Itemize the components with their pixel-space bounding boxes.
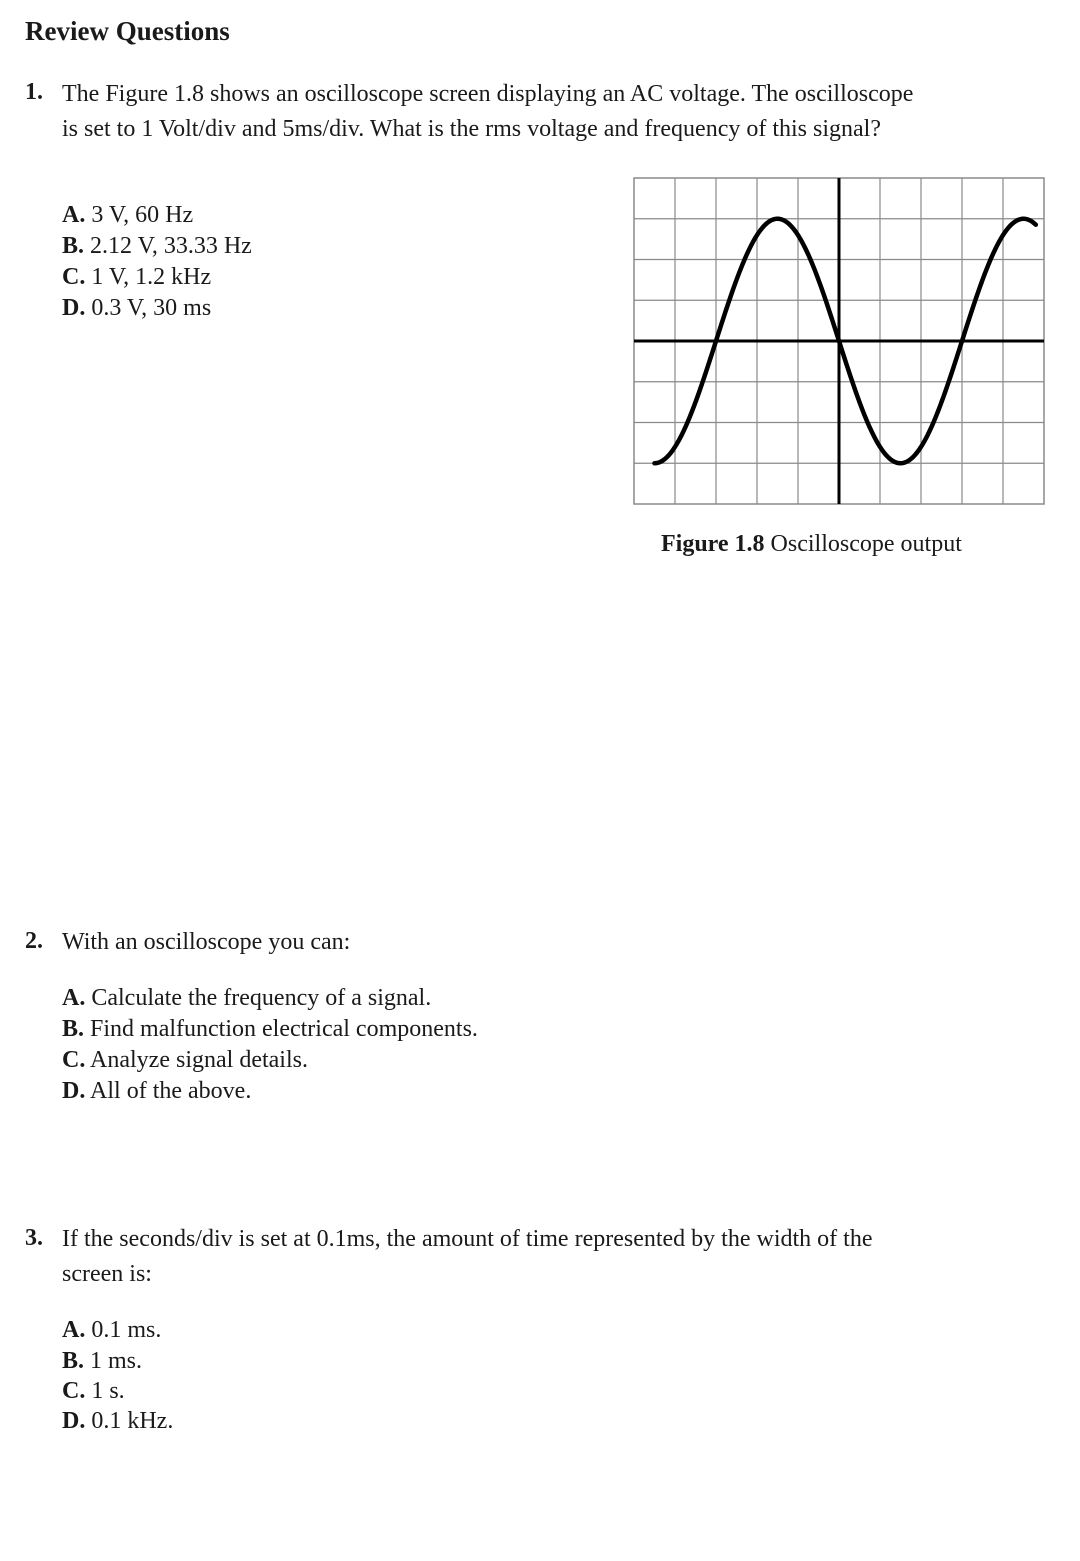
option-letter: A.	[62, 1317, 86, 1343]
option-letter: D.	[62, 1078, 86, 1104]
question-1-text-line2: is set to 1 Volt/div and 5ms/div. What is the rms voltage and frequency of this signal?	[62, 116, 881, 142]
question-3-option-b[interactable]	[62, 1346, 142, 1376]
option-letter: B.	[62, 1348, 85, 1374]
option-text: 0.3 V, 30 ms	[91, 295, 212, 321]
figure-caption-text: Oscilloscope output	[764, 531, 962, 557]
option-letter: C.	[62, 1378, 86, 1404]
option-text: 0.1 ms.	[91, 1317, 162, 1343]
question-3-text-line1: If the seconds/div is set at 0.1ms, the amount of time represented by the width of the	[62, 1226, 873, 1252]
question-3-option-a[interactable]	[62, 1315, 161, 1345]
question-1-option-a[interactable]	[62, 200, 193, 230]
question-3-text-line2: screen is:	[62, 1261, 152, 1287]
figure-caption	[661, 531, 962, 558]
question-2-option-a[interactable]	[62, 983, 431, 1013]
option-letter: C.	[62, 264, 86, 290]
option-text: All of the above.	[90, 1078, 252, 1104]
question-3-option-d[interactable]	[62, 1406, 173, 1436]
question-2-number: 2.	[25, 928, 43, 954]
option-letter: A.	[62, 985, 86, 1011]
question-2-option-b[interactable]	[62, 1014, 478, 1044]
question-3-text	[62, 1222, 872, 1292]
option-letter: C.	[62, 1047, 86, 1073]
question-2-text: With an oscilloscope you can:	[62, 929, 351, 955]
option-text: 0.1 kHz.	[91, 1408, 174, 1434]
option-text: 1 V, 1.2 kHz	[91, 264, 212, 290]
option-text: Analyze signal details.	[90, 1047, 308, 1073]
option-letter: B.	[62, 233, 85, 259]
option-text: 1 s.	[91, 1378, 125, 1404]
option-letter: D.	[62, 295, 86, 321]
option-text: 2.12 V, 33.33 Hz	[90, 233, 252, 259]
option-letter: A.	[62, 202, 86, 228]
option-text: 3 V, 60 Hz	[91, 202, 194, 228]
question-3-option-c[interactable]	[62, 1376, 125, 1406]
option-letter: D.	[62, 1408, 86, 1434]
question-2-option-c[interactable]	[62, 1045, 308, 1075]
question-1-option-b[interactable]	[62, 231, 252, 261]
question-1-text-line1: The Figure 1.8 shows an oscilloscope screen displaying an AC voltage. The oscilloscope	[62, 81, 914, 107]
question-3-number: 3.	[25, 1225, 43, 1251]
oscilloscope-figure	[633, 177, 1045, 510]
section-heading: Review Questions	[25, 16, 230, 46]
question-1-option-c[interactable]	[62, 262, 211, 292]
question-1-text	[62, 77, 913, 147]
question-1-number: 1.	[25, 79, 43, 105]
option-text: 1 ms.	[90, 1348, 143, 1374]
option-letter: B.	[62, 1016, 85, 1042]
question-1-option-d[interactable]	[62, 293, 211, 323]
option-text: Calculate the frequency of a signal.	[91, 985, 432, 1011]
option-text: Find malfunction electrical components.	[90, 1016, 478, 1042]
figure-caption-label: Figure 1.8	[661, 531, 765, 557]
question-2-option-d[interactable]	[62, 1076, 251, 1106]
oscilloscope-screen	[633, 177, 1045, 505]
